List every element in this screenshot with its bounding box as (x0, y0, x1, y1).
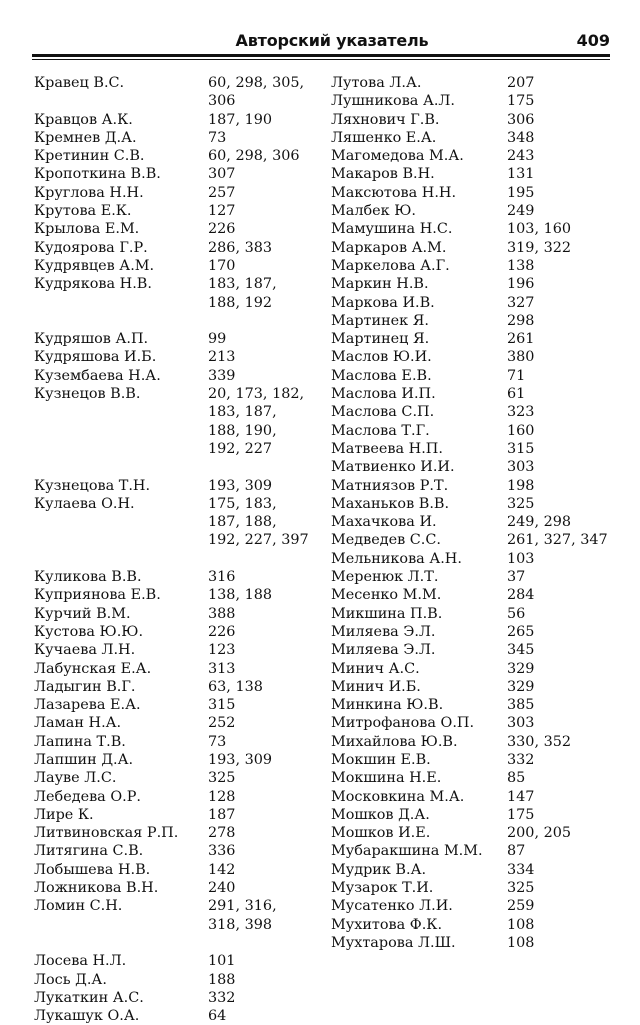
index-entry (331, 477, 621, 495)
author-name: Маркова И.В. (331, 294, 435, 311)
page-references: 175 (507, 806, 535, 823)
author-name: Куликова В.В. (34, 569, 142, 586)
author-name: Маркелова А.Г. (331, 257, 450, 274)
page-references: 257 (208, 184, 236, 201)
author-name: Лось Д.А. (34, 971, 107, 988)
page-references: 298 (507, 312, 535, 329)
index-entry (34, 239, 334, 257)
index-entry (331, 550, 621, 568)
page-references: 37 (507, 569, 526, 586)
author-name: Махачкова И. (331, 514, 437, 531)
page-references: 63, 138 (208, 678, 263, 695)
page-references: 56 (507, 605, 526, 622)
page-references: 259 (507, 898, 535, 915)
page-references: 123 (208, 642, 236, 659)
index-entry (331, 275, 621, 293)
author-name: Литягина С.В. (34, 843, 144, 860)
author-name: Мельникова А.Н. (331, 550, 462, 567)
author-name: Максютова Н.Н. (331, 184, 457, 201)
page-references: 128 (208, 788, 236, 805)
page-references: 108 (507, 934, 535, 951)
page-references: 103, 160 (507, 221, 572, 238)
page-references: 64 (208, 1008, 227, 1025)
page-references: 284 (507, 587, 535, 604)
index-entry (331, 660, 621, 678)
author-name: Миляева Э.Л. (331, 623, 436, 640)
author-name: Курчий В.М. (34, 605, 131, 622)
author-name: Лауве Л.С. (34, 770, 117, 787)
page-references: 325 (208, 770, 236, 787)
index-entry (331, 879, 621, 897)
page-references: 252 (208, 715, 236, 732)
page-references: 187 (208, 806, 236, 823)
author-name: Круглова Н.Н. (34, 184, 144, 201)
page-references: 286, 383 (208, 239, 273, 256)
author-name: Маслова С.П. (331, 404, 435, 421)
index-entry (331, 74, 621, 92)
author-name: Кремнев Д.А. (34, 129, 137, 146)
index-entry (331, 184, 621, 202)
index-entry (34, 897, 334, 934)
author-name: Кучаева Л.Н. (34, 642, 136, 659)
page-references: 385 (507, 697, 535, 714)
author-name: Мухитова Ф.К. (331, 916, 443, 933)
index-entry (331, 605, 621, 623)
page-references: 303 (507, 715, 535, 732)
index-entry (34, 202, 334, 220)
index-entry (331, 934, 621, 952)
author-name: Маслова Т.Г. (331, 422, 430, 439)
author-name: Мошков Д.А. (331, 806, 430, 823)
index-entry (34, 129, 334, 147)
page-references: 316 (208, 569, 236, 586)
author-name: Маслова Е.В. (331, 367, 432, 384)
page-references: 131 (507, 166, 535, 183)
index-entry (34, 184, 334, 202)
author-name: Лазарева Е.А. (34, 697, 141, 714)
author-name: Лушникова А.Л. (331, 93, 456, 110)
author-name: Месенко М.М. (331, 587, 442, 604)
author-name: Кудоярова Г.Р. (34, 239, 148, 256)
index-entry (331, 495, 621, 513)
author-name: Кузнецов В.В. (34, 386, 141, 403)
page-references: 138, 188 (208, 587, 273, 604)
page-references: 226 (208, 221, 236, 238)
page-references: 73 (208, 129, 227, 146)
author-name: Маслов Ю.И. (331, 349, 432, 366)
page-references: 103 (507, 550, 535, 567)
author-name: Лутова Л.А. (331, 75, 422, 91)
author-name: Лапшин Д.А. (34, 751, 134, 768)
page-references: 306 (507, 111, 535, 128)
index-entry (331, 147, 621, 165)
index-entry (34, 330, 334, 348)
index-entry (331, 531, 621, 549)
index-entry (34, 348, 334, 366)
author-name: Минич А.С. (331, 660, 420, 677)
index-entry (34, 714, 334, 732)
index-entry (331, 824, 621, 842)
author-name: Мубаракшина М.М. (331, 843, 483, 860)
index-entry (331, 916, 621, 934)
index-entry (34, 605, 334, 623)
index-entry (34, 367, 334, 385)
index-entry (331, 568, 621, 586)
running-title: Авторский указатель (235, 31, 429, 50)
index-entry (34, 385, 334, 458)
author-name: Кустова Ю.Ю. (34, 623, 144, 640)
page-references: 193, 309 (208, 477, 273, 494)
page-references: 334 (507, 861, 535, 878)
page-number: 409 (576, 31, 610, 50)
index-entry (34, 824, 334, 842)
author-name: Ляшенко Е.А. (331, 129, 437, 146)
index-entry (34, 678, 334, 696)
author-name: Мудрик В.А. (331, 861, 427, 878)
page-references: 339 (208, 367, 236, 384)
author-name: Кудряшова И.Б. (34, 349, 157, 366)
author-name: Магомедова М.А. (331, 148, 464, 165)
page-references: 325 (507, 880, 535, 897)
author-name: Куприянова Е.В. (34, 587, 161, 604)
author-name: Мартинец Я. (331, 331, 430, 348)
author-name: Кропоткина В.В. (34, 166, 161, 183)
index-entry (331, 696, 621, 714)
page-references: 291, 316, 318, 398 (208, 898, 277, 933)
author-name: Лире К. (34, 806, 94, 823)
index-entry (331, 294, 621, 312)
index-entry (331, 769, 621, 787)
author-name: Маханьков В.В. (331, 495, 450, 512)
page-references: 332 (208, 989, 236, 1006)
index-entry (331, 897, 621, 915)
index-entry (331, 714, 621, 732)
author-name: Кулаева О.Н. (34, 495, 135, 512)
author-name: Кравцов А.К. (34, 111, 133, 128)
index-entry (331, 751, 621, 769)
page-references: 187, 190 (208, 111, 273, 128)
index-entry (34, 220, 334, 238)
index-entry (331, 458, 621, 476)
index-entry (331, 788, 621, 806)
page-references: 101 (208, 953, 236, 970)
author-name: Ладыгин В.Г. (34, 678, 136, 695)
author-name: Кудряшов А.П. (34, 331, 149, 348)
page-references: 319, 322 (507, 239, 572, 256)
page-references: 138 (507, 257, 535, 274)
index-entry (34, 879, 334, 897)
index-entry (331, 330, 621, 348)
author-name: Мусатенко Л.И. (331, 898, 453, 915)
index-entry (331, 806, 621, 824)
index-entry (331, 678, 621, 696)
page-references: 142 (208, 861, 236, 878)
author-name: Кретинин С.В. (34, 148, 145, 165)
page-references: 183, 187, 188, 192 (208, 276, 277, 311)
author-name: Медведев С.С. (331, 532, 441, 549)
page-references: 348 (507, 129, 535, 146)
index-entry (34, 74, 334, 111)
header-rule-thick (32, 54, 610, 57)
entry-spacer (34, 934, 334, 952)
index-entry (331, 129, 621, 147)
author-name: Кузнецова Т.Н. (34, 477, 151, 494)
author-name: Мокшин Е.В. (331, 751, 431, 768)
index-entry (331, 202, 621, 220)
index-entry (331, 257, 621, 275)
author-name: Лукаткин А.С. (34, 989, 144, 1006)
index-entry (331, 92, 621, 110)
author-name: Московкина М.А. (331, 788, 465, 805)
index-entry (34, 971, 334, 989)
index-entry (34, 257, 334, 275)
author-name: Лебедева О.Р. (34, 788, 141, 805)
index-entry (331, 385, 621, 403)
author-name: Митрофанова О.П. (331, 715, 475, 732)
index-entry (34, 769, 334, 787)
page-references: 323 (507, 404, 535, 421)
index-entry (34, 623, 334, 641)
page-references: 278 (208, 825, 236, 842)
page-references: 243 (507, 148, 535, 165)
page-references: 315 (507, 440, 535, 457)
page-references: 329 (507, 660, 535, 677)
entry-spacer (34, 312, 334, 330)
page-references: 60, 298, 305, 306 (208, 75, 305, 110)
header-rule-thin (32, 59, 610, 60)
author-name: Маслова И.П. (331, 386, 436, 403)
index-entry (331, 733, 621, 751)
index-entry (331, 403, 621, 421)
author-name: Лосева Н.Л. (34, 953, 127, 970)
author-name: Лобышева Н.В. (34, 861, 151, 878)
page-references: 87 (507, 843, 526, 860)
page-references: 261, 327, 347 (507, 532, 608, 549)
page-references: 99 (208, 331, 227, 348)
index-entry (331, 623, 621, 641)
page-references: 226 (208, 623, 236, 640)
page-references: 303 (507, 459, 535, 476)
page-references: 307 (208, 166, 236, 183)
author-name: Кузембаева Н.А. (34, 367, 161, 384)
author-name: Микшина П.В. (331, 605, 443, 622)
author-name: Мошков И.Е. (331, 825, 431, 842)
page-references: 240 (208, 880, 236, 897)
index-entry (34, 477, 334, 495)
author-name: Кудрявцев А.М. (34, 257, 155, 274)
author-name: Матвиенко И.И. (331, 459, 455, 476)
index-entry (331, 312, 621, 330)
index-entry (34, 842, 334, 860)
author-name: Мухтарова Л.Ш. (331, 934, 456, 951)
page-references: 336 (208, 843, 236, 860)
page-references: 175 (507, 93, 535, 110)
page-references: 73 (208, 733, 227, 750)
page-references: 327 (507, 294, 535, 311)
index-entry (331, 641, 621, 659)
page-references: 345 (507, 642, 535, 659)
page-references: 108 (507, 916, 535, 933)
entry-spacer (34, 550, 334, 568)
author-name: Литвиновская Р.П. (34, 825, 179, 842)
author-name: Кравец В.С. (34, 75, 125, 91)
page-references: 200, 205 (507, 825, 572, 842)
author-name: Музарок Т.И. (331, 880, 434, 897)
running-header (32, 29, 610, 55)
index-entry (34, 1007, 334, 1025)
index-entry (34, 989, 334, 1007)
author-name: Матвеева Н.П. (331, 440, 443, 457)
author-name: Лукашук О.А. (34, 1008, 140, 1025)
author-name: Мокшина Н.Е. (331, 770, 442, 787)
author-name: Макаров В.Н. (331, 166, 435, 183)
page-references: 71 (507, 367, 526, 384)
index-column-left (34, 74, 334, 1025)
author-name: Минкина Ю.В. (331, 697, 444, 714)
page-references: 388 (208, 605, 236, 622)
index-entry (34, 696, 334, 714)
author-name: Маркин Н.В. (331, 276, 429, 293)
page-references: 265 (507, 623, 535, 640)
index-column-right (331, 74, 621, 952)
author-name: Ломин С.Н. (34, 898, 123, 915)
index-entry (34, 660, 334, 678)
index-entry (331, 440, 621, 458)
page-references: 193, 309 (208, 751, 273, 768)
page-references: 160 (507, 422, 535, 439)
page-references: 85 (507, 770, 526, 787)
index-entry (34, 275, 334, 312)
page-references: 325 (507, 495, 535, 512)
index-entry (34, 495, 334, 550)
author-name: Крутова Е.К. (34, 203, 132, 220)
index-entry (34, 861, 334, 879)
index-entry (34, 147, 334, 165)
index-entry (34, 952, 334, 970)
page-references: 188 (208, 971, 236, 988)
author-name: Крылова Е.М. (34, 221, 140, 238)
index-entry (34, 111, 334, 129)
index-entry (34, 641, 334, 659)
page-references: 61 (507, 386, 526, 403)
index-entry (34, 586, 334, 604)
index-entry (331, 842, 621, 860)
index-entry (34, 806, 334, 824)
page-references: 213 (208, 349, 236, 366)
page-references: 249, 298 (507, 514, 572, 531)
author-name: Минич И.Б. (331, 678, 421, 695)
page-references: 329 (507, 678, 535, 695)
index-entry (34, 788, 334, 806)
page-references: 261 (507, 331, 535, 348)
page-references: 332 (507, 751, 535, 768)
author-name: Лабунская Е.А. (34, 660, 152, 677)
author-name: Михайлова Ю.В. (331, 733, 458, 750)
author-name: Мамушина Н.С. (331, 221, 453, 238)
index-entry (331, 111, 621, 129)
page-references: 198 (507, 477, 535, 494)
index-entry (34, 733, 334, 751)
index-entry (34, 568, 334, 586)
author-name: Миляева Э.Л. (331, 642, 436, 659)
index-entry (331, 165, 621, 183)
page-references: 60, 298, 306 (208, 148, 300, 165)
entry-spacer (34, 458, 334, 476)
page-references: 147 (507, 788, 535, 805)
page-references: 330, 352 (507, 733, 572, 750)
page-references: 315 (208, 697, 236, 714)
page-references: 207 (507, 75, 535, 91)
index-entry (34, 165, 334, 183)
index-entry (34, 751, 334, 769)
author-name: Матниязов Р.Т. (331, 477, 449, 494)
page-references: 175, 183, 187, 188, 192, 227, 397 (208, 495, 309, 549)
author-name: Ложникова В.Н. (34, 880, 159, 897)
page-references: 127 (208, 203, 236, 220)
author-name: Мартинек Я. (331, 312, 429, 329)
author-name: Маркаров А.М. (331, 239, 447, 256)
index-entry (331, 348, 621, 366)
index-entry (331, 586, 621, 604)
index-entry (331, 861, 621, 879)
page-references: 20, 173, 182, 183, 187, 188, 190, 192, 227 (208, 386, 305, 457)
index-entry (331, 513, 621, 531)
index-entry (331, 239, 621, 257)
page-references: 249 (507, 203, 535, 220)
author-name: Ляхнович Г.В. (331, 111, 440, 128)
index-entry (331, 422, 621, 440)
page-references: 196 (507, 276, 535, 293)
author-name: Кудрякова Н.В. (34, 276, 152, 293)
author-name: Лапина Т.В. (34, 733, 126, 750)
page-references: 313 (208, 660, 236, 677)
author-name: Ламан Н.А. (34, 715, 122, 732)
index-entry (331, 220, 621, 238)
page-references: 380 (507, 349, 535, 366)
page-references: 170 (208, 257, 236, 274)
author-name: Меренюк Л.Т. (331, 569, 439, 586)
author-name: Малбек Ю. (331, 203, 416, 220)
page-references: 195 (507, 184, 535, 201)
index-entry (331, 367, 621, 385)
